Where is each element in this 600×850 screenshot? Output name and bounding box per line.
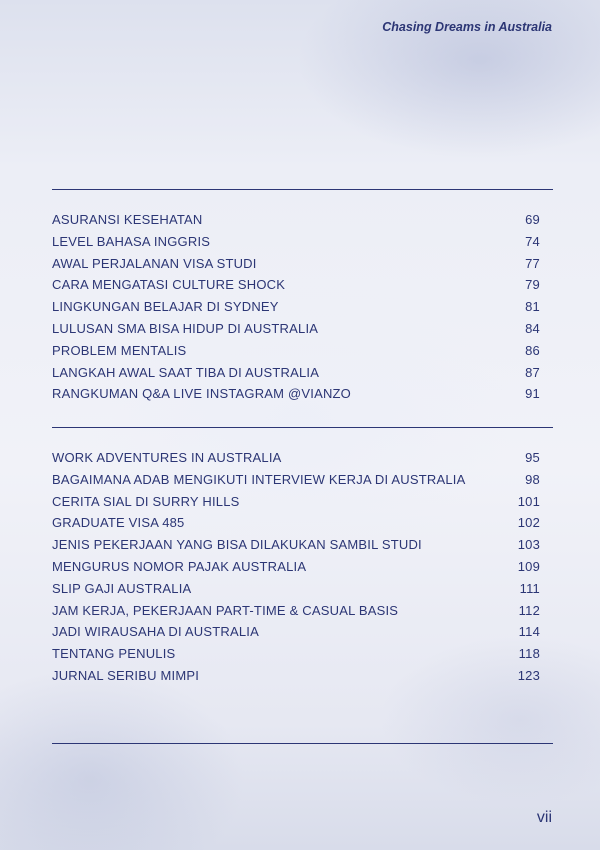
- toc-entry[interactable]: [52, 212, 540, 234]
- toc-entry[interactable]: [52, 234, 540, 256]
- toc-entry[interactable]: [52, 494, 540, 516]
- toc-entry[interactable]: [52, 624, 540, 646]
- toc-entry-page: 123: [517, 667, 540, 683]
- divider-top: [52, 189, 553, 190]
- toc-entry-title: RANGKUMAN Q&A LIVE INSTAGRAM @VIANZO: [52, 386, 351, 402]
- toc-entry-page: 86: [525, 342, 540, 358]
- toc-entry[interactable]: [52, 450, 540, 472]
- toc-entry-page: 79: [525, 277, 540, 293]
- toc-entry-title: JAM KERJA, PEKERJAAN PART-TIME & CASUAL BASIS: [52, 602, 399, 618]
- divider-bottom: [52, 743, 553, 744]
- toc-entry-title: CARA MENGATASI CULTURE SHOCK: [52, 277, 286, 293]
- toc-entry-page: 112: [518, 602, 540, 618]
- toc-entry[interactable]: [52, 515, 540, 537]
- toc-entry-page: 118: [518, 646, 540, 662]
- toc-entry-title: JENIS PEKERJAAN YANG BISA DILAKUKAN SAMBIL STUDI: [52, 537, 422, 553]
- toc-entry-title: JADI WIRAUSAHA DI AUSTRALIA: [52, 624, 259, 640]
- toc-entry-title: BAGAIMANA ADAB MENGIKUTI INTERVIEW KERJA DI AUSTRALIA: [52, 471, 466, 487]
- toc-entry[interactable]: [52, 386, 540, 408]
- toc-entry-page: 84: [525, 320, 540, 336]
- toc-entry[interactable]: [52, 299, 540, 321]
- toc-entry-title: WORK ADVENTURES IN AUSTRALIA: [52, 450, 282, 465]
- toc-entry-title: JURNAL SERIBU MIMPI: [52, 667, 200, 683]
- toc-entry-page: 109: [517, 558, 540, 574]
- toc-entry-title: MENGURUS NOMOR PAJAK AUSTRALIA: [52, 558, 307, 574]
- toc-entry-page: 111: [519, 580, 540, 596]
- toc-entry-title: LINGKUNGAN BELAJAR DI SYDNEY: [52, 299, 279, 315]
- toc-entry-page: 95: [525, 450, 540, 465]
- toc-entry-page: 103: [517, 537, 540, 553]
- toc-entry-page: 102: [517, 515, 540, 531]
- toc-section-1: [52, 212, 540, 408]
- toc-entry-page: 74: [525, 233, 540, 249]
- toc-entry-title: LANGKAH AWAL SAAT TIBA DI AUSTRALIA: [52, 364, 320, 380]
- toc-entry[interactable]: [52, 646, 540, 668]
- toc-entry-page: 81: [525, 299, 540, 315]
- toc-entry-title: TENTANG PENULIS: [52, 646, 176, 662]
- toc-entry[interactable]: [52, 472, 540, 494]
- toc-entry[interactable]: [52, 277, 540, 299]
- toc-entry-page: 114: [518, 624, 540, 640]
- toc-entry[interactable]: [52, 537, 540, 559]
- toc-entry[interactable]: [52, 603, 540, 625]
- toc-entry-page: 91: [525, 386, 540, 402]
- toc-entry-title: GRADUATE VISA 485: [52, 515, 185, 531]
- toc-entry-title: SLIP GAJI AUSTRALIA: [52, 580, 192, 596]
- toc-entry-page: 98: [525, 471, 540, 487]
- toc-section-2: [52, 450, 540, 690]
- toc-entry[interactable]: [52, 581, 540, 603]
- toc-entry[interactable]: [52, 343, 540, 365]
- page-number: vii: [536, 809, 552, 826]
- toc-entry[interactable]: [52, 559, 540, 581]
- toc-entry-title: PROBLEM MENTALIS: [52, 342, 187, 358]
- toc-entry-page: 87: [525, 364, 540, 380]
- toc-entry-title: CERITA SIAL DI SURRY HILLS: [52, 493, 240, 509]
- running-header-title: Chasing Dreams in Australia: [382, 20, 552, 34]
- toc-entry-page: 77: [525, 255, 540, 271]
- toc-entry-title: LULUSAN SMA BISA HIDUP DI AUSTRALIA: [52, 320, 319, 336]
- toc-entry-page: 101: [517, 493, 540, 509]
- toc-entry-page: 69: [525, 212, 540, 227]
- toc-entry[interactable]: [52, 321, 540, 343]
- toc-entry-title: ASURANSI KESEHATAN: [52, 212, 203, 227]
- toc-entry-title: LEVEL BAHASA INGGRIS: [52, 233, 211, 249]
- toc-entry-title: AWAL PERJALANAN VISA STUDI: [52, 255, 257, 271]
- toc-entry[interactable]: [52, 668, 540, 690]
- toc-entry[interactable]: [52, 256, 540, 278]
- toc-entry[interactable]: [52, 365, 540, 387]
- divider-middle: [52, 427, 553, 428]
